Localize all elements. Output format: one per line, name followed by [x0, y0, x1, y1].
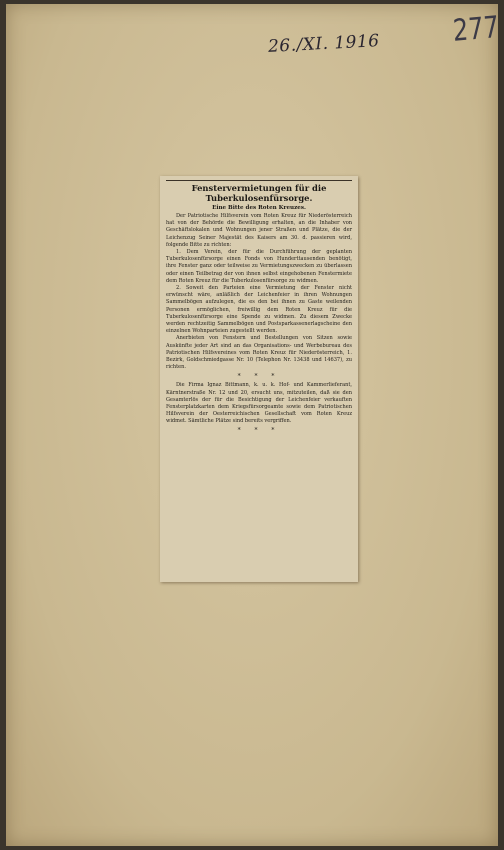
article-headline: Fenstervermietungen für die Tuberkulosenfürsorge. [166, 180, 352, 203]
archive-page [6, 4, 498, 846]
article-paragraph: Die Firma Ignaz Bittmann, k. u. k. Hof- und Kammerlieferant, Kärntnerstraße Nr. 12 und 20, ersucht uns, mitzuteilen, daß sie den Gesamterlös der für die Besichtigung der Leichenfeier verkauften Fensterplatzkarten dem Kriegsfürsorgeamte sowie dem Patriotischen Hilfsverein der Oesterreichischen Gesellschaft vom Roten Kreuz widmet. Sämtliche Plätze sind bereits vergriffen. [166, 382, 352, 425]
handwritten-page-number: 277 [452, 10, 500, 49]
article-paragraph: 1. Dem Verein, der für die Durchführung der geplanten Tuberkulosenfürsorge einen Fonds von Hunderttausenden benötigt, ihre Fenster ganz oder teilweise zu Vermietungszwecken zu überlassen oder einen Teilbetrag der von ihnen selbst eingehobenen Fenstermiete dem Roten Kreuz für die Tuberkulosenfürsorge zu widmen. [166, 249, 352, 284]
article-paragraph: 2. Soweit den Parteien eine Vermietung der Fenster nicht erwünscht wäre, anläßlich der Leichenfeier in ihren Wohnungen Sammelbögen aufzulegen, die es den bei ihnen zu Gaste weilenden Personen ermöglichen, freiwillig dem Roten Kreuz für die Tuberkulosenfürsorge eine Spende zu widmen. Zu diesem Zwecke werden rechtzeitig Sammelbögen und Postsparkassenerlagscheine den einzelnen Wohnparteien zugestellt werden. [166, 285, 352, 335]
newspaper-clipping [160, 176, 358, 582]
article-paragraph: Anerbieten von Fenstern und Bestellungen von Sitzen sowie Auskünfte jeder Art sind an das Organisations- und Werbebureau des Patriotischen Hilfsvereines vom Roten Kreuz für Niederösterreich, 1. Bezirk, Goldschmiedgasse Nr. 10 (Telephon Nr. 13438 und 14637), zu richten. [166, 335, 352, 371]
separator-stars: * * * [237, 426, 281, 434]
handwritten-date: 26./XI. 1916 [267, 31, 381, 57]
article-paragraph: Der Patriotische Hilfsverein vom Roten Kreuz für Niederösterreich hat von der Behörde die Bewilligung erhalten, an die Inhaber von Geschäftslokalen und Wohnungen jener Straßen und Plätze, die der Leichenzug Seiner Majestät des Kaisers am 30. d. passieren wird, folgende Bitte zu richten: [166, 213, 352, 248]
separator-stars: * * * [237, 373, 281, 381]
article-subheading: Eine Bitte des Roten Kreuzes. [212, 205, 306, 211]
